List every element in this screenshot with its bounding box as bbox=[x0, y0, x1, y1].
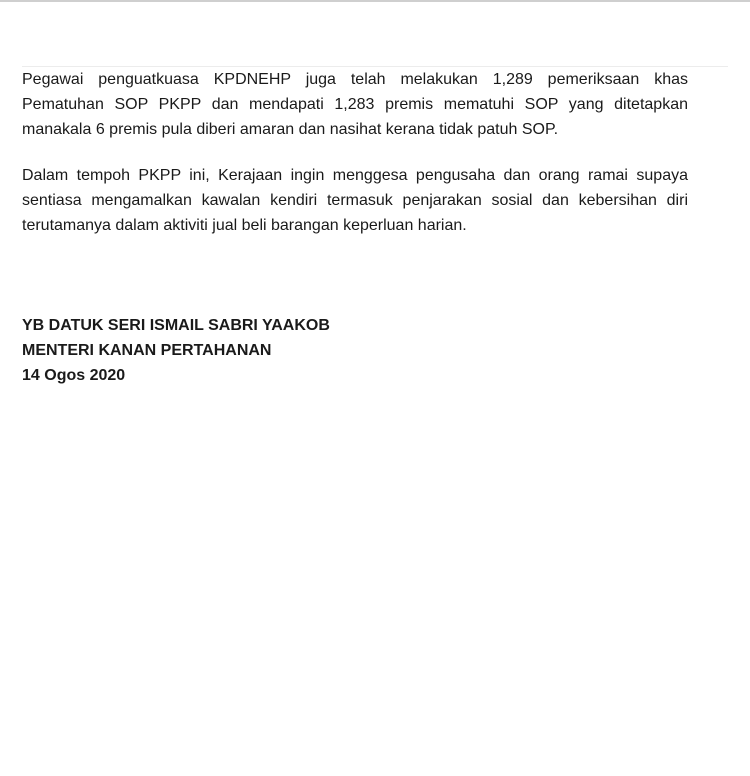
paragraph-line: manakala 6 premis pula diberi amaran dan nasihat kerana tidak patuh SOP. bbox=[22, 121, 559, 138]
paragraph-line: terutamanya dalam aktiviti jual beli barangan keperluan harian. bbox=[22, 217, 467, 234]
paragraph-line: Dalam tempoh PKPP ini, Kerajaan ingin menggesa pengusaha dan orang ramai supaya bbox=[22, 167, 688, 184]
paragraph-line: Pematuhan SOP PKPP dan mendapati 1,283 premis mematuhi SOP yang ditetapkan bbox=[22, 96, 688, 113]
paragraph-line: sentiasa mengamalkan kawalan kendiri termasuk penjarakan sosial dan kebersihan diri bbox=[22, 192, 688, 209]
paragraph-line: Pegawai penguatkuasa KPDNEHP juga telah melakukan 1,289 pemeriksaan khas bbox=[22, 71, 688, 88]
signatory-name: YB DATUK SERI ISMAIL SABRI YAAKOB bbox=[22, 317, 330, 334]
signature-block bbox=[22, 313, 330, 388]
signatory-title: MENTERI KANAN PERTAHANAN bbox=[22, 342, 272, 359]
statement-date: 14 Ogos 2020 bbox=[22, 367, 126, 384]
paragraph-government-appeal bbox=[22, 163, 688, 238]
top-border bbox=[0, 0, 750, 2]
paragraph-inspection-results bbox=[22, 67, 688, 142]
